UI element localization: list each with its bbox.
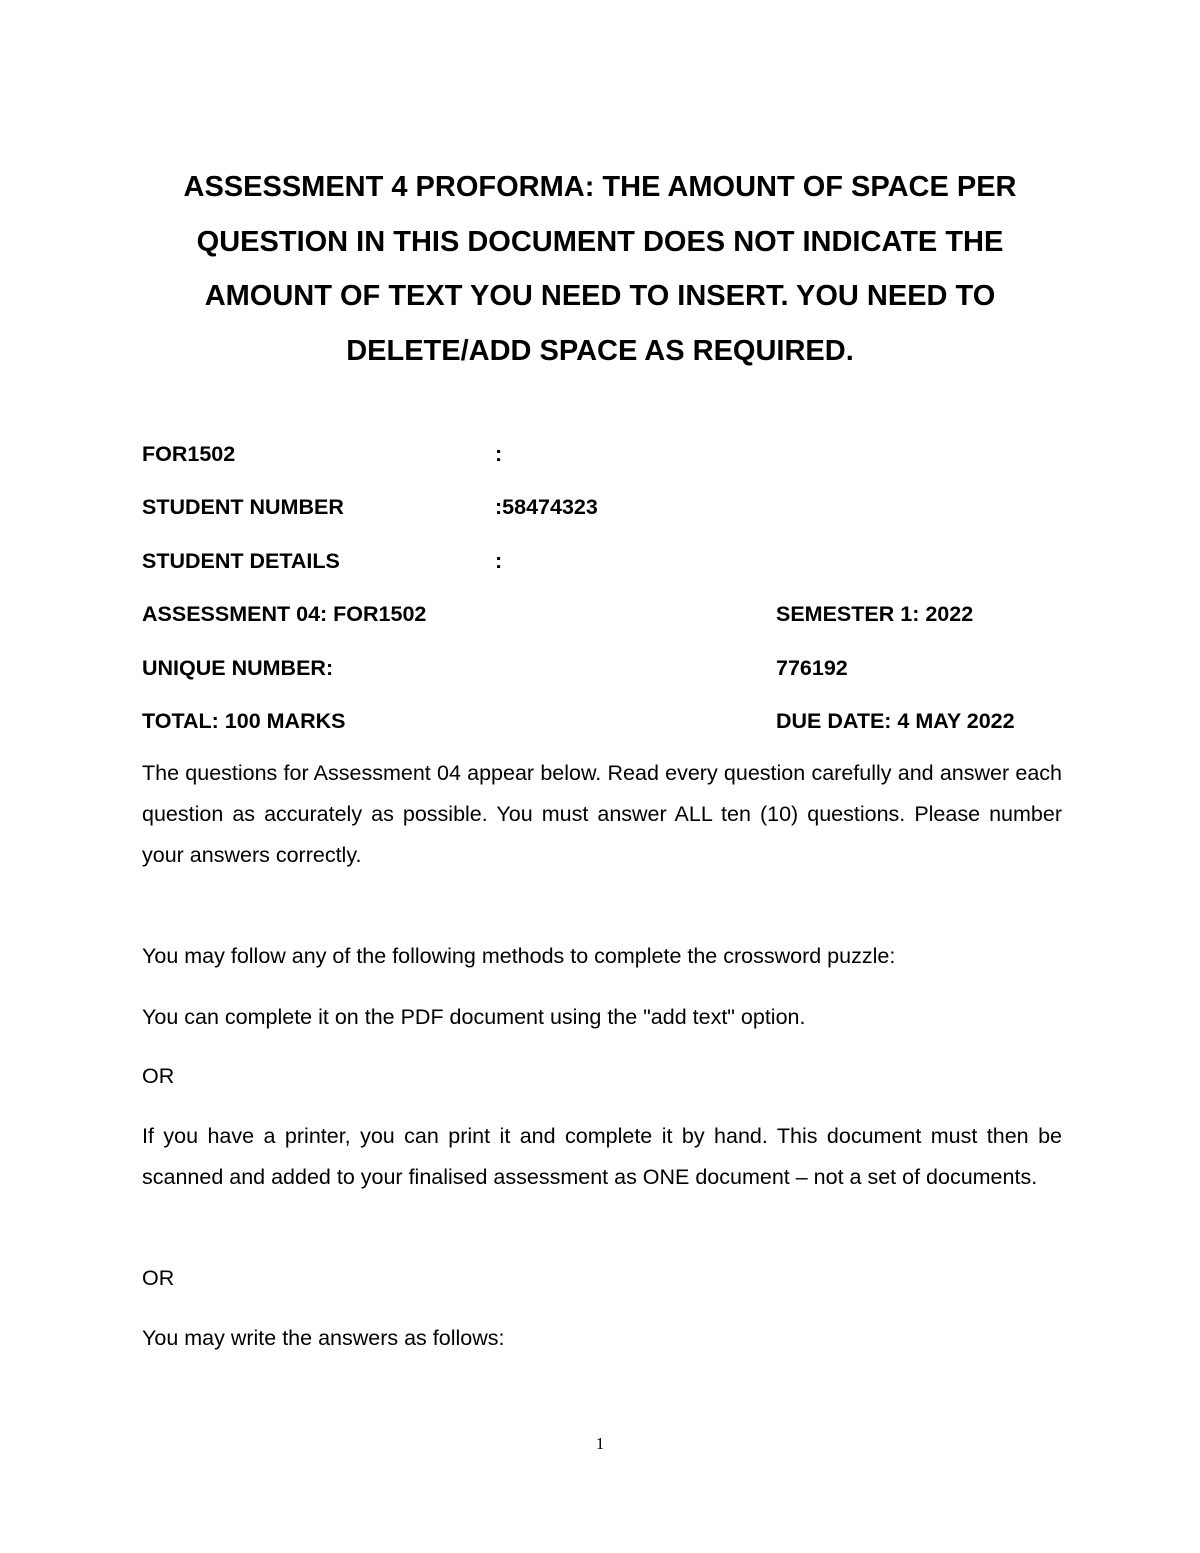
due-date-label: DUE DATE: 4 MAY 2022 xyxy=(776,709,1015,733)
semester-label: SEMESTER 1: 2022 xyxy=(776,602,974,626)
student-details-row xyxy=(142,546,1042,576)
page-title: ASSESSMENT 4 PROFORMA: THE AMOUNT OF SPACE PER QUESTION IN THIS DOCUMENT DOES NOT INDICATE THE AMOUNT OF TEXT YOU NEED TO INSERT. YOU NEED TO DELETE/ADD SPACE AS REQUIRED. xyxy=(183,171,1017,367)
module-row xyxy=(142,439,1042,469)
page-number: 1 xyxy=(595,1434,605,1453)
student-number-row xyxy=(142,492,1042,522)
student-number-label: STUDENT NUMBER xyxy=(142,495,344,519)
total-row xyxy=(142,706,1042,736)
module-value: : xyxy=(495,442,503,466)
student-number-value: :58474323 xyxy=(495,495,598,519)
module-label: FOR1502 xyxy=(142,442,236,466)
or-separator-2: OR xyxy=(142,1266,175,1290)
unique-number-row xyxy=(142,653,1042,683)
total-marks-label: TOTAL: 100 MARKS xyxy=(142,709,346,733)
method-pdf-paragraph: You can complete it on the PDF document using the "add text" option. xyxy=(142,1005,806,1029)
methods-intro-paragraph: You may follow any of the following methods to complete the crossword puzzle: xyxy=(142,944,896,968)
unique-number-label: UNIQUE NUMBER: xyxy=(142,656,334,680)
student-details-value: : xyxy=(495,549,503,573)
method-print-paragraph: If you have a printer, you can print it and complete it by hand. This document must then be scanned and added to your finalised assessment as ONE document – not a set of documents. xyxy=(142,1124,1062,1189)
assessment-label: ASSESSMENT 04: FOR1502 xyxy=(142,602,427,626)
student-details-label: STUDENT DETAILS xyxy=(142,549,340,573)
or-separator-1: OR xyxy=(142,1064,175,1088)
assessment-row xyxy=(142,599,1042,629)
intro-paragraph: The questions for Assessment 04 appear below. Read every question carefully and answer each question as accurately as possible. You must answer ALL ten (10) questions. Please number your answers correctly. xyxy=(142,761,1062,867)
unique-number-value: 776192 xyxy=(776,656,848,680)
method-write-paragraph: You may write the answers as follows: xyxy=(142,1326,505,1350)
